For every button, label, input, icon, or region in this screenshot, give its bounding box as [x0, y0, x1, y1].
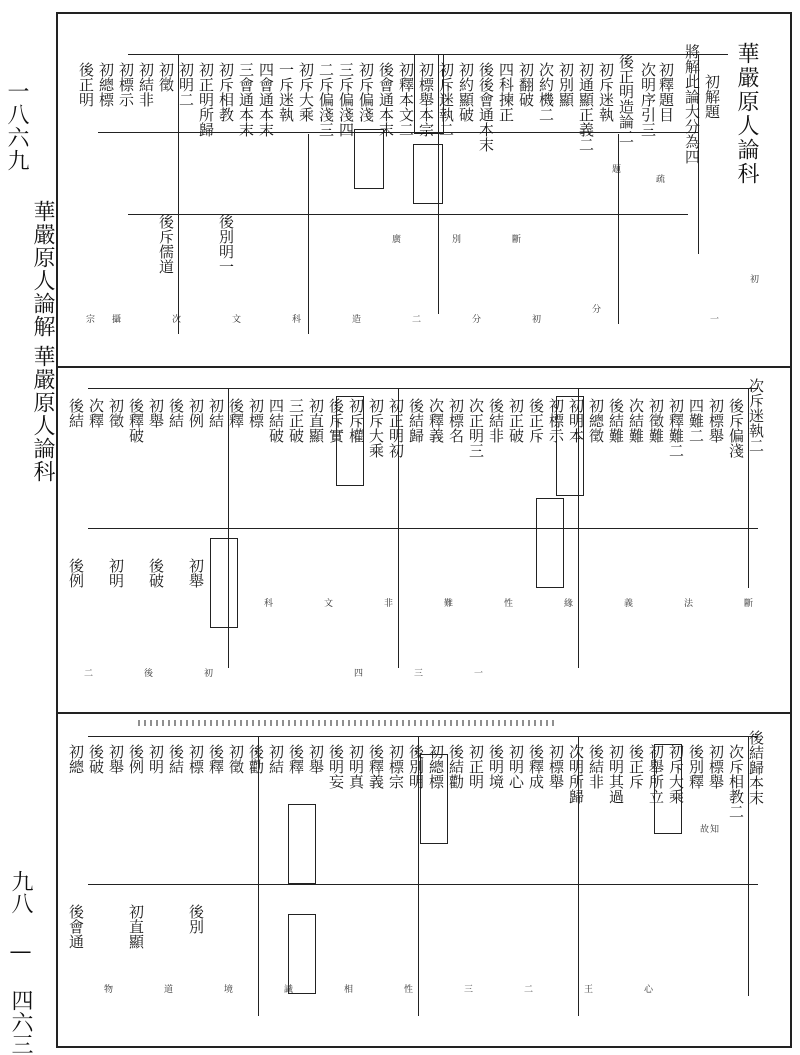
tree-note: 攝 [110, 314, 120, 323]
tree-note: 相 [342, 984, 352, 993]
tree-node: 後例 [67, 558, 85, 588]
tree-node: 次約機二 [537, 62, 555, 122]
tree-note: 宗 [84, 314, 94, 323]
tree-node: 初翻破 [517, 62, 535, 107]
tree-node: 將解此論大分為四 [683, 44, 701, 164]
tree-node: 三斥偏淺四 [337, 62, 355, 137]
tree-node: 四科揀正 [497, 62, 515, 122]
tree-note: 二 [410, 314, 420, 323]
tree-node: 初斥相教 [217, 62, 235, 122]
tree-node: 初舉 [107, 744, 125, 774]
tree-node: 初明本 [567, 398, 585, 443]
tree-note: 緣 [562, 598, 572, 607]
tree-note: 性 [502, 598, 512, 607]
tree-node: 後正明 [77, 62, 95, 107]
tree-node: 初徵 [227, 744, 245, 774]
tree-node: 後斥偏淺 [727, 398, 745, 458]
tree-note: 科 [290, 314, 300, 323]
tree-node: 後結 [167, 398, 185, 428]
page-frame [56, 12, 792, 1048]
tree-note: 分 [590, 304, 600, 313]
tree-node: 後勸 [247, 744, 265, 774]
tree-node: 初斥大乘 [367, 398, 385, 458]
tree-node: 後結歸 [407, 398, 425, 443]
tree-node: 後明境 [487, 744, 505, 789]
tree-node: 初結非 [137, 62, 155, 107]
tree-node: 初正明 [467, 744, 485, 789]
tree-note: 斷 [510, 234, 520, 243]
tree-node: 後斥實 [327, 398, 345, 443]
panel-3 [58, 712, 790, 1046]
tree-node: 初結 [267, 744, 285, 774]
tree-node: 初總徵 [587, 398, 605, 443]
tree-node: 後破 [147, 558, 165, 588]
tree-node: 後釋成 [527, 744, 545, 789]
tree-node: 後明妄 [327, 744, 345, 789]
tree-note: 四 [352, 668, 362, 677]
tree-node: 後釋義 [367, 744, 385, 789]
tree-node: 初明真 [347, 744, 365, 789]
tree-note: 別 [450, 234, 460, 243]
book-title: 華嚴原人論解 [30, 200, 55, 338]
tree-note: 三 [412, 668, 422, 677]
tree-node: 初斥迷執二 [437, 62, 455, 137]
tree-node: 次結難 [627, 398, 645, 443]
tree-node: 三正破 [287, 398, 305, 443]
tree-node: 四難二 [687, 398, 705, 443]
tree-node: 初標名 [447, 398, 465, 443]
tree-node: 後別 [187, 904, 205, 934]
tree-note: 二 [522, 984, 532, 993]
left-margin [0, 0, 58, 1055]
tree-note: 後 [142, 668, 152, 677]
tree-node: 次明所歸 [567, 744, 585, 804]
tree-node: 初正明所歸 [197, 62, 215, 137]
tree-note: 造 [350, 314, 360, 323]
panel-1 [58, 14, 790, 366]
tree-node: 初斥大乘 [667, 744, 685, 804]
tree-node: 初釋題目 [657, 62, 675, 122]
tree-note: 題 [610, 164, 620, 173]
tree-node: 四結破 [267, 398, 285, 443]
tree-node: 後例 [127, 744, 145, 774]
tree-node: 後結 [67, 398, 85, 428]
tree-node: 後結歸本末 [747, 730, 765, 805]
tree-node: 初標舉本宗 [417, 62, 435, 137]
tree-note: 文 [230, 314, 240, 323]
tree-node: 次正明三 [467, 398, 485, 458]
tree-node: 一斥迷執 [277, 62, 295, 122]
tree-node: 初正明初 [387, 398, 405, 458]
tree-node: 初斥大乘 [297, 62, 315, 122]
tree-note: 物 [102, 984, 112, 993]
tree-node: 後別明 [407, 744, 425, 789]
volume-ref: 一八六九 [4, 80, 29, 172]
tree-note: 性 [402, 984, 412, 993]
tree-node: 初約顯破 [457, 62, 475, 122]
tree-node: 後斥儒道 [157, 214, 175, 274]
tree-node: 初舉 [307, 744, 325, 774]
tree-node: 初徵 [157, 62, 175, 92]
tree-node: 初明 [147, 744, 165, 774]
tree-note: 分 [470, 314, 480, 323]
tree-node: 初標舉 [707, 744, 725, 789]
tree-note: 道 [162, 984, 172, 993]
tree-node: 初直顯 [127, 904, 145, 949]
tree-node: 初例 [187, 398, 205, 428]
tree-node: 初標舉 [707, 398, 725, 443]
tree-node: 初通顯正義二 [577, 62, 595, 152]
tree-node: 初標示 [547, 398, 565, 443]
tree-node: 初明 [107, 558, 125, 588]
tree-note: 初 [202, 668, 212, 677]
tree-note: 王 [582, 984, 592, 993]
tree-note: 斷 [742, 598, 752, 607]
tree-node: 初斥迷執 [597, 62, 615, 122]
tree-note: 疏 [654, 174, 664, 183]
tree-note: 文 [322, 598, 332, 607]
tree-node: 四會通本末 [257, 62, 275, 137]
tree-node: 初解題 [703, 74, 721, 119]
tree-node: 初標 [187, 744, 205, 774]
tree-node: 初總標 [97, 62, 115, 107]
tree-note: 初 [530, 314, 540, 323]
tree-note: 識 [282, 984, 292, 993]
tree-node: 初標 [247, 398, 265, 428]
tree-node: 後結難 [607, 398, 625, 443]
tree-note: 境 [222, 984, 232, 993]
tree-node: 初總 [67, 744, 85, 774]
tree-note: 法 [682, 598, 692, 607]
tree-node: 後正明造論二 [617, 54, 635, 144]
tree-note: 一 [708, 314, 718, 323]
tree-node: 次斥迷執二 [747, 378, 765, 453]
tree-note: 二 [82, 668, 92, 677]
tree-node: 後別明一 [217, 214, 235, 274]
tree-note: 初 [748, 274, 758, 283]
tree-node: 後別釋 [687, 744, 705, 789]
tree-note: 一 [472, 668, 482, 677]
tree-node: 次明序引三 [639, 62, 657, 137]
tree-node: 初徵難 [647, 398, 665, 443]
tree-node: 初斥偏淺 [357, 62, 375, 122]
tree-node: 次斥相教二 [727, 744, 745, 819]
tree-node: 初明其過 [607, 744, 625, 804]
tree-node: 次釋義 [427, 398, 445, 443]
tree-node: 後會通本末 [377, 62, 395, 137]
tree-node: 後破 [87, 744, 105, 774]
tree-node: 後後會通本末 [477, 62, 495, 152]
tree-node: 後結非 [587, 744, 605, 789]
tree-node: 初總標 [427, 744, 445, 789]
tree-node: 三會通本末 [237, 62, 255, 137]
tree-node: 後正斥 [527, 398, 545, 443]
tree-note: 心 [642, 984, 652, 993]
tree-note: 知 [708, 824, 718, 833]
tree-node: 次釋 [87, 398, 105, 428]
tree-node: 後會通 [67, 904, 85, 949]
tree-node: 後結非 [487, 398, 505, 443]
tree-note: 科 [262, 598, 272, 607]
tree-node: 初舉 [187, 558, 205, 588]
section-title: 華嚴原人論科 [30, 345, 55, 483]
tree-note: 非 [382, 598, 392, 607]
panel-2 [58, 366, 790, 712]
tree-node: 初釋難二 [667, 398, 685, 458]
tree-node: 初釋本文二 [397, 62, 415, 137]
tree-node: 初正破 [507, 398, 525, 443]
tree-node: 初明心 [507, 744, 525, 789]
panel-1-title: 華嚴原人論科 [734, 42, 759, 186]
tree-node: 後釋破 [127, 398, 145, 443]
tree-note: 三 [462, 984, 472, 993]
tree-note: 次 [170, 314, 180, 323]
tree-node: 初明二 [177, 62, 195, 107]
tree-node: 初別顯 [557, 62, 575, 107]
tree-node: 初直顯 [307, 398, 325, 443]
tree-note: 難 [442, 598, 452, 607]
tree-note: 廣 [390, 234, 400, 243]
tree-node: 初舉所立 [647, 744, 665, 804]
tree-node: 初結 [207, 398, 225, 428]
tree-node: 後釋 [227, 398, 245, 428]
tree-node: 初標示 [117, 62, 135, 107]
tree-node: 初標舉 [547, 744, 565, 789]
tree-node: 後結 [167, 744, 185, 774]
tree-node: 初標宗 [387, 744, 405, 789]
tree-node: 後正斥 [627, 744, 645, 789]
tree-node: 後結勸 [447, 744, 465, 789]
tree-node: 後釋 [287, 744, 305, 774]
tree-node: 初斥權 [347, 398, 365, 443]
tree-node: 後釋 [207, 744, 225, 774]
tree-node: 初舉 [147, 398, 165, 428]
tree-node: 二斥偏淺三 [317, 62, 335, 137]
tree-node: 初徵 [107, 398, 125, 428]
tree-note: 故 [698, 824, 708, 833]
page-ref: 九八 — 四六三 [8, 870, 33, 1055]
tree-note: 義 [622, 598, 632, 607]
